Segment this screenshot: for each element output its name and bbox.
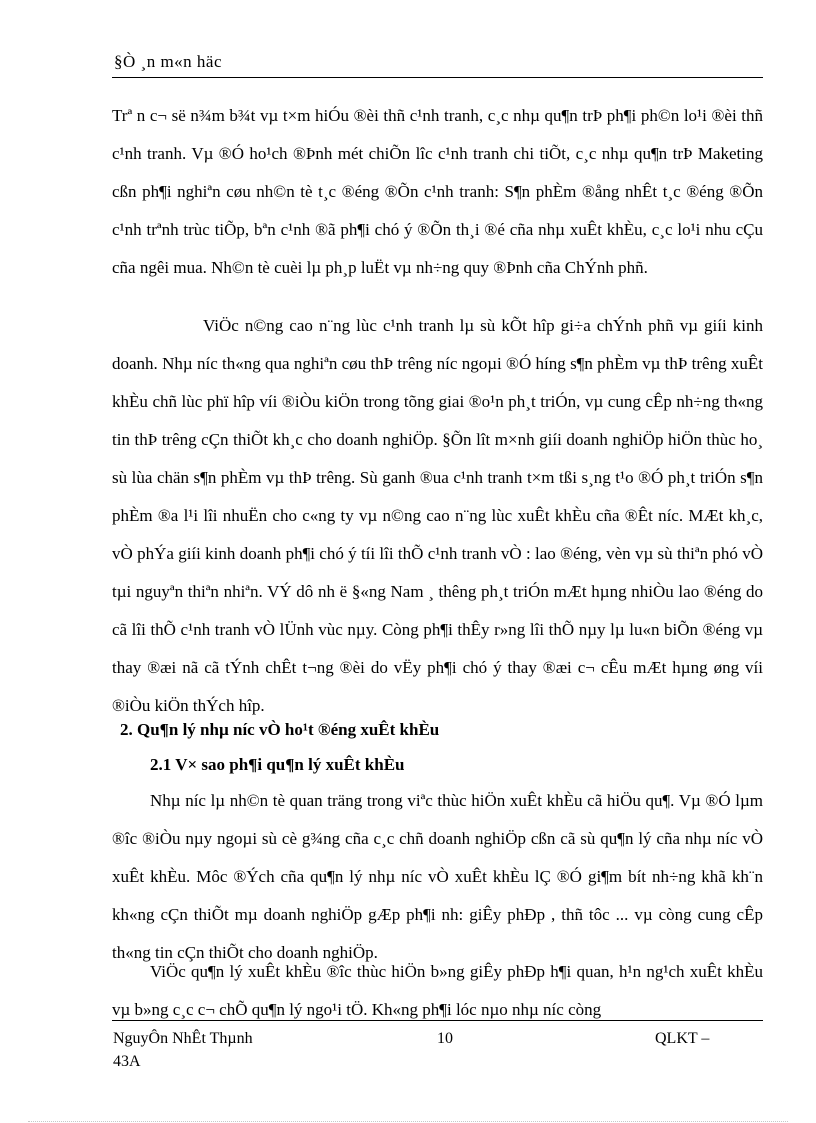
subsection-heading-2-1: 2.1 V× sao ph¶i qu¶n lý xuÊt khÈu [150, 755, 405, 774]
paragraph-state-role [112, 782, 763, 972]
paragraph-text: ViÖc qu¶n lý xuÊt khÈu ®îc thùc hiÖn b»ng giÊy phÐp h¶i quan, h¹n ng¹ch xuÊt khÈu vµ b»ng c¸c c¬ chÕ qu¶n lý ngo¹i tÖ. Kh«ng ph¶i lóc nµo nhµ níc còng [112, 962, 763, 1019]
page-header-title: §Ò ¸n m«n häc [114, 52, 223, 71]
paragraph-competition-analysis [112, 97, 763, 287]
paragraph-text: ViÖc n©ng cao n¨ng lùc c¹nh tranh lµ sù kÕt hîp gi÷a chÝnh phñ vµ giíi kinh doanh. Nhµ níc th«ng qua nghiªn cøu thÞ trêng níc ngoµi ®Ó híng s¶n phÈm vµ thÞ trêng xuÊt khÈu chñ lùc phï hîp víi ®iÒu kiÖn trong tõng giai ®o¹n ph¸t triÓn, vµ cung cÊp nh÷ng th«ng tin thÞ trêng cÇn thiÕt kh¸c cho doanh nghiÖp. §Õn lît m×nh giíi doanh nghiÖp hiÖn thùc ho¸ sù lùa chän s¶n phÈm vµ thÞ trêng. Sù ganh ®ua c¹nh tranh t×m tßi s¸ng t¹o ®Ó ph¸t triÓn s¶n phÈm ®a l¹i lîi nhuËn cho c«ng ty vµ n©ng cao n¨ng lùc xuÊt khÈu cña ®Êt níc. MÆt kh¸c, vÒ phÝa giíi kinh doanh ph¶i chó ý tíi lîi thÕ c¹nh tranh vÒ : lao ®éng, vèn vµ sù thiªn phó vÒ tµi nguyªn thiªn nhiªn. VÝ dô nh ë §«ng Nam ¸ thêng ph¸t triÓn mÆt hµng nhiÒu lao ®éng do cã lîi thÕ c¹nh tranh vÒ lÜnh vùc nµy. Còng ph¶i thÊy r»ng lîi thÕ nµy lµ lu«n biÕn ®éng vµ thay ®æi nã cã tÝnh chÊt t¬ng ®èi do vËy ph¶i chó ý thay ®æi c¬ cÊu mÆt hµng øng víi ®iÒu kiÖn thÝch hîp. [112, 316, 763, 715]
footer-class-id: 43A [113, 1053, 141, 1070]
footer-author-name: NguyÔn NhÊt Thµnh [113, 1030, 253, 1047]
page-boundary [28, 1121, 788, 1122]
paragraph-text: Trª n c¬ së n¾m b¾t vµ t×m hiÓu ®èi thñ c¹nh tranh, c¸c nhµ qu¶n trÞ ph¶i ph©n lo¹i ®èi thñ c¹nh tranh. Vµ ®Ó ho¹ch ®Þnh mét chiÕn lîc c¹nh tranh chi tiÕt, c¸c nhµ qu¶n trÞ Maketing cßn ph¶i nghiªn cøu nh©n tè t¸c ®éng ®Õn c¹nh tranh: S¶n phÈm ®ång nhÊt t¸c ®éng ®Õn c¹nh trªnh trùc tiÕp, bªn c¹nh ®ã ph¶i chó ý ®Õn th¸i ®é cña nhµ xuÊt khÈu, c¸c lo¹i nhu cÇu cña ngêi mua. Nh©n tè cuèi lµ ph¸p luËt vµ nh÷ng quy ®Þnh cña ChÝnh phñ. [112, 106, 763, 277]
paragraph-competitiveness [112, 307, 763, 725]
header-divider [112, 77, 763, 78]
footer-department: QLKT – [655, 1030, 710, 1047]
section-heading-2: 2. Qu¶n lý nhµ níc vÒ ho¹t ®éng xuÊt khÈu [120, 720, 440, 739]
paragraph-text: Nhµ níc lµ nh©n tè quan träng trong viªc thùc hiÖn xuÊt khÈu cã hiÖu qu¶. Vµ ®Ó lµm ®îc ®iÒu nµy ngoµi sù cè g¾ng cña c¸c chñ doanh nghiÖp cßn cã sù qu¶n lý cña nhµ níc vÒ xuÊt khÈu. Môc ®Ých cña qu¶n lý nhµ níc vÒ xuÊt khÈu lÇ ®Ó gi¶m bít nh÷ng khã kh¨n kh«ng cÇn thiÕt mµ doanh nghiÖp gÆp ph¶i nh: giÊy phÐp , thñ tôc ... vµ còng cung cÊp th«ng tin cÇn thiÕt cho doanh nghiÖp. [112, 791, 763, 962]
paragraph-export-management [112, 953, 763, 1029]
footer-divider [112, 1020, 763, 1021]
footer-page-number: 10 [437, 1030, 453, 1047]
